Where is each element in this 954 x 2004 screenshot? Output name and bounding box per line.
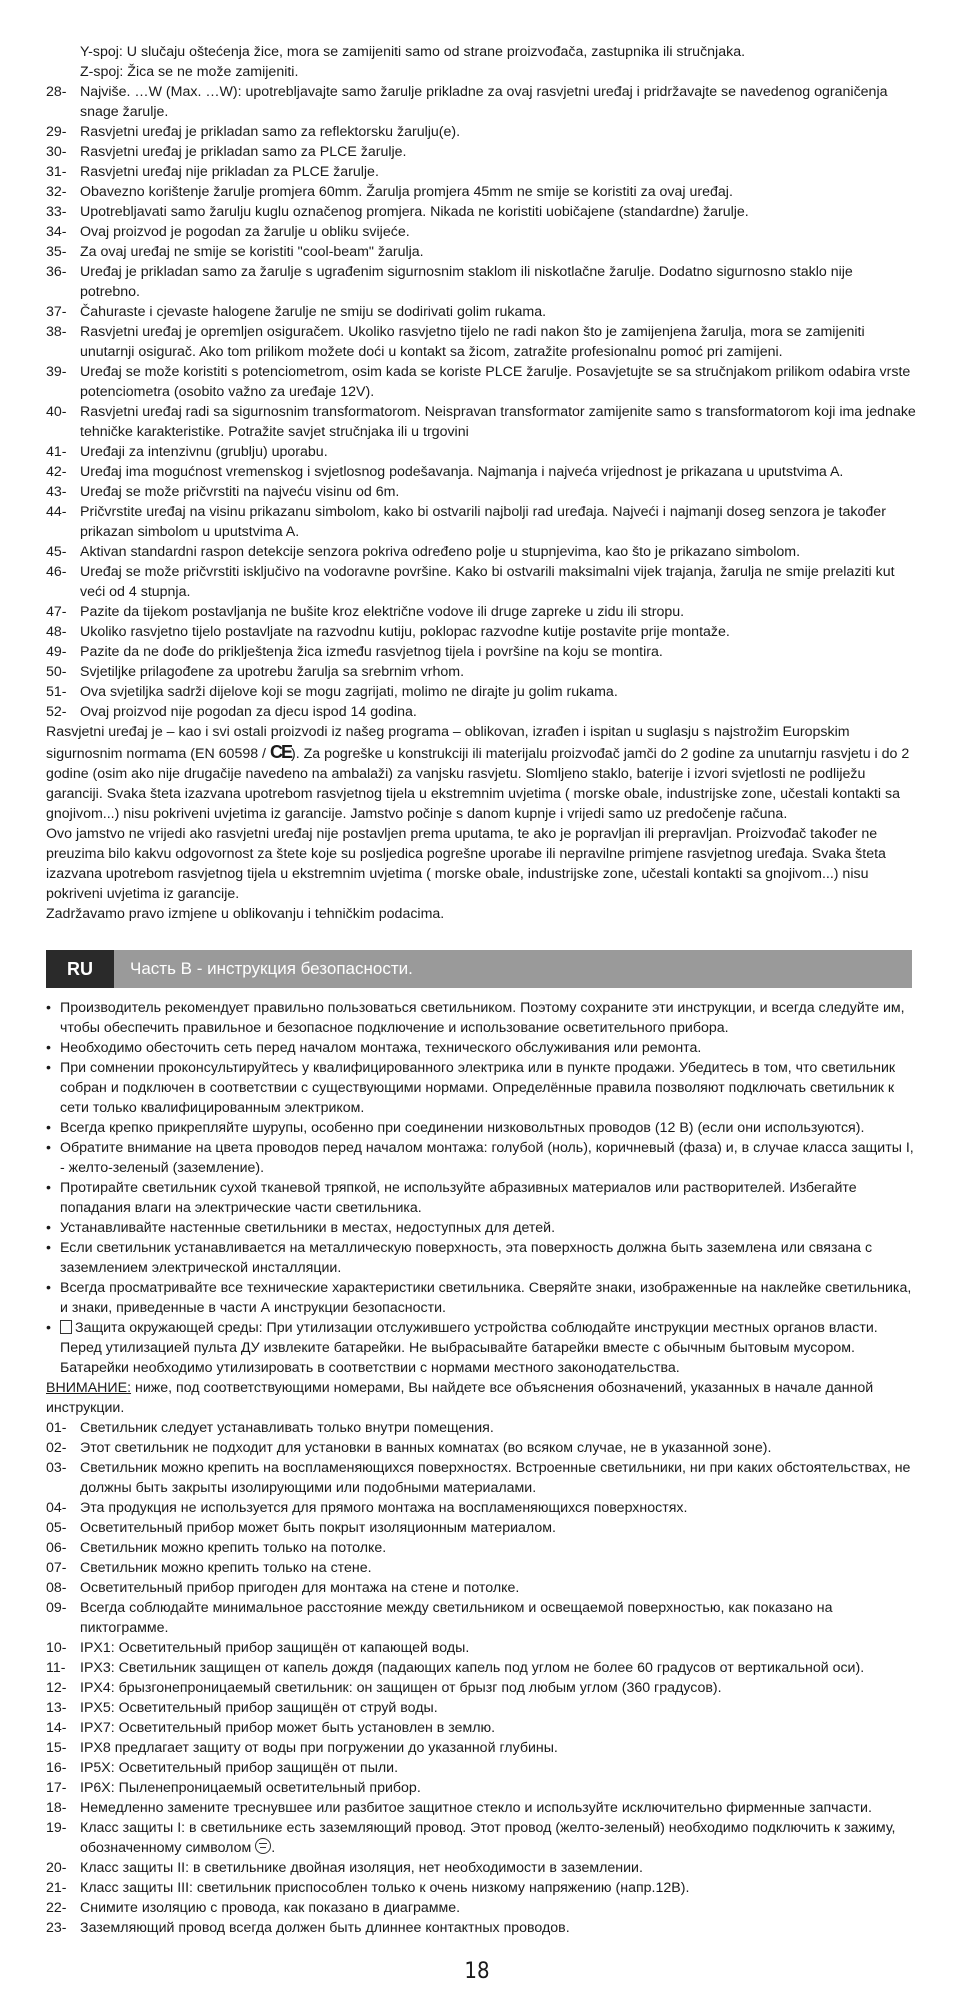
item-text: Ova svjetiljka sadrži dijelove koji se mogu zagrijati, molimo ne dirajte ju golim rukama. bbox=[80, 684, 618, 700]
list-item bbox=[46, 1778, 916, 1798]
item-number: 28- bbox=[46, 84, 67, 100]
item-text: IPX8 предлагает защиту от воды при погружении до указанной глубины. bbox=[80, 1740, 558, 1756]
list-item bbox=[46, 122, 916, 142]
item-number: 30- bbox=[46, 144, 67, 160]
item-number: 14- bbox=[46, 1720, 67, 1736]
attention-text: ниже, под соответствующими номерами, Вы найдете все объяснения обозначений, указанных в начале данной инструкции. bbox=[46, 1380, 874, 1416]
hr-warranty-paragraph bbox=[46, 722, 916, 824]
item-text: Класс защиты I: в светильнике есть заземляющий провод. Этот провод (желто-зеленый) необходимо подключить к зажиму, обозначенному символом bbox=[80, 1820, 896, 1856]
item-text: Rasvjetni uređaj je opremljen osiguračem. Ukoliko rasvjetno tijelo ne radi nakon što je zamijenjena žarulja, mora se zamijeniti unutarnji osigurač. Ako tom prilikom možete doći u kontakt sa žicom, zatražite profesionalnu pomoć pri zamijeni. bbox=[80, 324, 865, 360]
item-number: 46- bbox=[46, 564, 67, 580]
hr-intro-line: Y-spoj: U slučaju oštećenja žice, mora se zamijeniti samo od strane proizvođača, zastupnika ili stručnjaka. bbox=[80, 44, 746, 60]
list-item bbox=[46, 482, 916, 502]
attention-label: ВНИМАНИЕ: bbox=[46, 1380, 132, 1396]
list-item bbox=[46, 642, 916, 662]
item-text: IPX4: брызгонепроницаемый светильник: он защищен от брызг под любым углом (360 градусов). bbox=[80, 1680, 722, 1696]
list-item bbox=[46, 1498, 916, 1518]
item-number: 31- bbox=[46, 164, 67, 180]
item-text: Aktivan standardni raspon detekcije senzora pokriva određeno polje u stupnjevima, kao što je prikazano simbolom. bbox=[80, 544, 801, 560]
list-item bbox=[46, 1758, 916, 1778]
item-text: Осветительный прибор может быть покрыт изоляционным материалом. bbox=[80, 1520, 556, 1536]
ce-mark-icon: CE bbox=[269, 742, 291, 762]
item-number: 11- bbox=[46, 1660, 66, 1676]
item-text: Pazite da tijekom postavljanja ne bušite kroz električne vodove ili druge zapreke u zidu ili stropu. bbox=[80, 604, 685, 620]
bullet-text: Устанавливайте настенные светильники в местах, недоступных для детей. bbox=[60, 1220, 556, 1236]
item-text: Svjetiljke prilagođene za upotrebu žarulja sa srebrnim vrhom. bbox=[80, 664, 465, 680]
item-number: 39- bbox=[46, 364, 67, 380]
item-text: IPX7: Осветительный прибор может быть установлен в землю. bbox=[80, 1720, 496, 1736]
item-number: 41- bbox=[46, 444, 67, 460]
list-item bbox=[46, 602, 916, 622]
item-number: 01- bbox=[46, 1420, 67, 1436]
ground-symbol-icon bbox=[255, 1838, 271, 1854]
item-text: Rasvjetni uređaj je prikladan samo za PLCE žarulje. bbox=[80, 144, 407, 160]
hr-warranty-text: Rasvjetni uređaj je – kao i svi ostali proizvodi iz našeg programa – oblikovan, izrađen i ispitan u suglasju s najstrožim Europskim sigurnosnim normama (EN 60598 / bbox=[46, 724, 850, 762]
item-text: Uređaj je prikladan samo za žarulje s ugrađenim sigurnosnim staklom ili niskotlačne žarulje. Dodatno sigurnosno staklo nije potrebno. bbox=[80, 264, 853, 300]
ru-bullet-item bbox=[46, 1058, 916, 1118]
item-text: Rasvjetni uređaj je prikladan samo za reflektorsku žarulju(e). bbox=[80, 124, 461, 140]
list-item bbox=[46, 162, 916, 182]
item-number: 16- bbox=[46, 1760, 67, 1776]
item-text: Rasvjetni uređaj radi sa sigurnosnim transformatorom. Neispravan transformator zamijenite samo s transformatorom koji ima jednake tehničke karakteristike. Potražite savjet stručnjaka ili u trgovini bbox=[80, 404, 916, 440]
list-item bbox=[46, 362, 916, 402]
language-code-badge: RU bbox=[46, 950, 114, 988]
item-text-tail: . bbox=[271, 1840, 276, 1856]
ru-attention bbox=[46, 1378, 916, 1418]
item-text: IP6X: Пыленепроницаемый осветительный прибор. bbox=[80, 1780, 421, 1796]
list-item bbox=[46, 622, 916, 642]
bullet-text: При сомнении проконсультируйтесь у квалифицированного электрика или в пункте продажи. Убедитесь в том, что светильник собран и подключен в соответствии с существующими нормами. Определённые правила позволяют подключать светильник к сети только квалифицированным электриком. bbox=[60, 1060, 896, 1116]
item-number: 10- bbox=[46, 1640, 67, 1656]
item-number: 15- bbox=[46, 1740, 67, 1756]
item-text: Obavezno korištenje žarulje promjera 60mm. Žarulja promjera 45mm ne smije se koristiti za ovaj uređaj. bbox=[80, 184, 733, 200]
item-text: Uređaj se može pričvrstiti isključivo na vodoravne površine. Kako bi ostvarili maksimalni vijek trajanja, žarulja ne smije prelaziti kut veći od 4 stupnja. bbox=[80, 564, 895, 600]
ru-section-header bbox=[46, 950, 912, 988]
ru-section bbox=[46, 998, 916, 1938]
list-item bbox=[46, 1898, 916, 1918]
bullet-icon: • bbox=[46, 1280, 51, 1296]
crossed-bin-icon bbox=[60, 1320, 72, 1334]
ru-bullet-list bbox=[46, 998, 916, 1318]
item-number: 52- bbox=[46, 704, 67, 720]
item-text: Rasvjetni uređaj nije prikladan za PLCE žarulje. bbox=[80, 164, 379, 180]
bullet-icon: • bbox=[46, 1320, 51, 1336]
ru-numbered-list-end bbox=[46, 1858, 916, 1938]
item-text: IPX5: Осветительный прибор защищён от струй воды. bbox=[80, 1700, 438, 1716]
item-text: Pazite da ne dođe do priklještenja žica između rasvjetnog tijela i površine na koju se montira. bbox=[80, 644, 663, 660]
item-number: 35- bbox=[46, 244, 67, 260]
item-text: Светильник следует устанавливать только внутри помещения. bbox=[80, 1420, 494, 1436]
item-text: Uređaji za intenzivnu (grublju) uporabu. bbox=[80, 444, 328, 460]
ru-numbered-list bbox=[46, 1418, 916, 1818]
list-item bbox=[46, 662, 916, 682]
list-item bbox=[46, 182, 916, 202]
item-number: 18- bbox=[46, 1800, 67, 1816]
item-text: Осветительный прибор пригоден для монтажа на стене и потолке. bbox=[80, 1580, 520, 1596]
item-number: 17- bbox=[46, 1780, 67, 1796]
list-item bbox=[46, 562, 916, 602]
hr-numbered-list bbox=[46, 82, 916, 722]
bullet-icon: • bbox=[46, 1000, 51, 1016]
item-number: 21- bbox=[46, 1880, 67, 1896]
item-number: 38- bbox=[46, 324, 67, 340]
list-item bbox=[46, 1418, 916, 1438]
item-text: Uređaj se može pričvrstiti na najveću visinu od 6m. bbox=[80, 484, 400, 500]
item-number: 05- bbox=[46, 1520, 67, 1536]
item-number: 47- bbox=[46, 604, 67, 620]
item-number: 22- bbox=[46, 1900, 67, 1916]
list-item bbox=[46, 1818, 916, 1858]
page-number: 18 bbox=[464, 1959, 490, 1984]
item-text: Снимите изоляцию с провода, как показано в диаграмме. bbox=[80, 1900, 461, 1916]
item-number: 19- bbox=[46, 1820, 67, 1836]
bullet-text: Защита окружающей среды: При утилизации отслужившего устройства соблюдайте инструкции местных органов власти. Перед утилизацией пульта ДУ извлеките батарейки. Не выбрасывайте батарейки вместе с обычным бытовым мусором. Батарейки необходимо утилизировать в соответствии с нормами местного законодательства. bbox=[60, 1320, 878, 1376]
item-number: 34- bbox=[46, 224, 67, 240]
item-text: Uređaj se može koristiti s potenciometrom, osim kada se koriste PLCE žarulje. Posavjetujte se sa stručnjakom prilikom odabira vrste potenciometra (osobito važno za uređaje 12V). bbox=[80, 364, 911, 400]
list-item bbox=[46, 222, 916, 242]
ru-bullet-item bbox=[46, 1138, 916, 1178]
item-text: Класс защиты II: в светильнике двойная изоляция, нет необходимости в заземлении. bbox=[80, 1860, 643, 1876]
list-item bbox=[46, 1798, 916, 1818]
item-number: 51- bbox=[46, 684, 67, 700]
ru-bullet-item bbox=[46, 998, 916, 1038]
item-text: Всегда соблюдайте минимальное расстояние между светильником и освещаемой поверхностью, как показано на пиктограмме. bbox=[80, 1600, 833, 1636]
section-title: Часть В - инструкция безопасности. bbox=[130, 959, 413, 978]
list-item bbox=[46, 1518, 916, 1538]
list-item bbox=[46, 1918, 916, 1938]
item-number: 06- bbox=[46, 1540, 67, 1556]
list-item bbox=[46, 82, 916, 122]
item-text: IP5X: Осветительный прибор защищён от пыли. bbox=[80, 1760, 399, 1776]
hr-warranty-conditions: Ovo jamstvo ne vrijedi ako rasvjetni uređaj nije postavljen prema uputama, te ako je popravljan ili prepravljan. Proizvođač također ne preuzima bilo kakvu odgovornost za štete koje su posljedica pogrešne uporabe ili nepravilne primjene rasvjetnog uređaja. Svaka šteta izazvana upotrebom rasvjetnog tijela u ekstremnim uvjetima ( morske obale, industrijske zone, učestali kontakti sa gnojivom...) nisu pokriveni uvjetima iz garancije. bbox=[46, 826, 886, 902]
list-item bbox=[46, 1698, 916, 1718]
item-text: Светильник можно крепить только на стене. bbox=[80, 1560, 372, 1576]
list-item bbox=[46, 1718, 916, 1738]
list-item bbox=[46, 702, 916, 722]
list-item bbox=[46, 542, 916, 562]
list-item bbox=[46, 1678, 916, 1698]
list-item bbox=[46, 1598, 916, 1638]
bullet-icon: • bbox=[46, 1120, 51, 1136]
item-number: 04- bbox=[46, 1500, 67, 1516]
bullet-text: Если светильник устанавливается на металлическую поверхность, эта поверхность должна быть заземлена или связана с заземлением электрической инсталляции. bbox=[60, 1240, 873, 1276]
item-number: 48- bbox=[46, 624, 67, 640]
item-number: 29- bbox=[46, 124, 67, 140]
list-item bbox=[46, 442, 916, 462]
list-item bbox=[46, 502, 916, 542]
list-item bbox=[46, 1538, 916, 1558]
hr-warranty-text: ). Za pogreške u konstrukciji ili materijalu proizvođač jamči do 2 godine za unutarnju rasvjetu i do 2 godine (osim ako nije drugačije navedeno na ambalaži) za vanjsku rasvjetu. Slomljeno staklo, baterije i izvori svjetlosti ne podliježu garanciji. Svaka šteta izazvana upotrebom rasvjetnog tijela u ekstremnim uvjetima ( morske obale, industrijske zone, učestali kontakti sa gnojivom...) nisu pokriveni uvjetima iz garancije. Jamstvo počinje s danom kupnje i vrijedi samo uz predočenje računa. bbox=[46, 746, 910, 822]
list-item bbox=[46, 1638, 916, 1658]
item-number: 09- bbox=[46, 1600, 67, 1616]
item-number: 36- bbox=[46, 264, 67, 280]
list-item bbox=[46, 1658, 916, 1678]
ru-bullet-item bbox=[46, 1238, 916, 1278]
item-text: Najviše. …W (Max. …W): upotrebljavajte samo žarulje prikladne za ovaj rasvjetni uređaj i pridržavajte se navedenog ograničenja snage žarulje. bbox=[80, 84, 888, 120]
item-number: 40- bbox=[46, 404, 67, 420]
ru-bullet-item bbox=[46, 1218, 916, 1238]
item-text: Uređaj ima mogućnost vremenskog i svjetlosnog podešavanja. Najmanja i najveća vrijednost je prikazana u uputstvima A. bbox=[80, 464, 844, 480]
list-item bbox=[46, 462, 916, 482]
ru-bullet-item bbox=[46, 1178, 916, 1218]
item-text: Čahuraste i cjevaste halogene žarulje ne smiju se dodirivati golim rukama. bbox=[80, 304, 547, 320]
item-number: 49- bbox=[46, 644, 67, 660]
item-text: Ovaj proizvod nije pogodan za djecu ispod 14 godina. bbox=[80, 704, 417, 720]
item-number: 32- bbox=[46, 184, 67, 200]
bullet-text: Всегда крепко прикрепляйте шурупы, особенно при соединении низковольтных проводов (12 В) (если они используются). bbox=[60, 1120, 865, 1136]
item-text: IPX3: Светильник защищен от капель дождя (падающих капель под углом не более 60 градусов от вертикальной оси). bbox=[80, 1660, 865, 1676]
item-text: Класс защиты III: светильник приспособлен только к очень низкому напряжению (напр.12В). bbox=[80, 1880, 690, 1896]
item-number: 13- bbox=[46, 1700, 67, 1716]
list-item bbox=[46, 1558, 916, 1578]
ru-bullet-item bbox=[46, 1038, 916, 1058]
item-number: 08- bbox=[46, 1580, 67, 1596]
item-text: Светильник можно крепить на воспламеняющихся поверхностях. Встроенные светильники, ни при каких обстоятельствах, не должны быть закрыты изолирующими или подобными материалами. bbox=[80, 1460, 911, 1496]
list-item bbox=[46, 1858, 916, 1878]
item-number: 03- bbox=[46, 1460, 67, 1476]
hr-continuation bbox=[46, 42, 916, 924]
item-text: Upotrebljavati samo žarulju kuglu označenog promjera. Nikada ne koristiti uobičajene (standardne) žarulje. bbox=[80, 204, 749, 220]
bullet-icon: • bbox=[46, 1140, 51, 1156]
item-text: Светильник можно крепить только на потолке. bbox=[80, 1540, 387, 1556]
item-text: Заземляющий провод всегда должен быть длиннее контактных проводов. bbox=[80, 1920, 570, 1936]
bullet-icon: • bbox=[46, 1220, 51, 1236]
item-number: 33- bbox=[46, 204, 67, 220]
list-item bbox=[46, 242, 916, 262]
item-number: 37- bbox=[46, 304, 67, 320]
item-number: 43- bbox=[46, 484, 67, 500]
bullet-text: Всегда просматривайте все технические характеристики светильника. Сверяйте знаки, изображенные на наклейке светильника, и знаки, приведенные в части А инструкции безопасности. bbox=[60, 1280, 912, 1316]
item-text: Этот светильник не подходит для установки в ванных комнатах (во всяком случае, не в указанной зоне). bbox=[80, 1440, 772, 1456]
item-text: Немедленно замените треснувшее или разбитое защитное стекло и используйте исключительно фирменные запчасти. bbox=[80, 1800, 872, 1816]
list-item bbox=[46, 1878, 916, 1898]
item-text: IPX1: Осветительный прибор защищён от капающей воды. bbox=[80, 1640, 470, 1656]
hr-reserve-note: Zadržavamo pravo izmjene u oblikovanju i tehničkim podacima. bbox=[46, 906, 445, 922]
bullet-text: Необходимо обесточить сеть перед началом монтажа, технического обслуживания или ремонта. bbox=[60, 1040, 702, 1056]
list-item bbox=[46, 1458, 916, 1498]
item-number: 45- bbox=[46, 544, 67, 560]
item-text: Pričvrstite uređaj na visinu prikazanu simbolom, kako bi ostvarili najbolji rad uređaja. Najveći i najmanji doseg senzora je također prikazan simbolom u uputstvima A. bbox=[80, 504, 886, 540]
item-text: Ukoliko rasvjetno tijelo postavljate na razvodnu kutiju, poklopac razvodne kutije postavite prije montaže. bbox=[80, 624, 730, 640]
ru-bullet-environment bbox=[46, 1318, 916, 1378]
list-item bbox=[46, 302, 916, 322]
item-number: 44- bbox=[46, 504, 67, 520]
hr-intro-line: Z-spoj: Žica se ne može zamijeniti. bbox=[80, 64, 299, 80]
bullet-icon: • bbox=[46, 1240, 51, 1256]
bullet-icon: • bbox=[46, 1040, 51, 1056]
ru-bullet-item bbox=[46, 1118, 916, 1138]
bullet-icon: • bbox=[46, 1060, 51, 1076]
bullet-text: Обратите внимание на цвета проводов перед началом монтажа: голубой (ноль), коричневый (фаза) и, в случае класса защиты I, - желто-зеленый (заземление). bbox=[60, 1140, 914, 1176]
item-number: 02- bbox=[46, 1440, 67, 1456]
item-text: Эта продукция не используется для прямого монтажа на воспламеняющихся поверхностях. bbox=[80, 1500, 688, 1516]
list-item bbox=[46, 262, 916, 302]
list-item bbox=[46, 1578, 916, 1598]
item-number: 23- bbox=[46, 1920, 67, 1936]
item-text: Za ovaj uređaj ne smije se koristiti "cool-beam" žarulja. bbox=[80, 244, 424, 260]
item-number: 50- bbox=[46, 664, 67, 680]
bullet-text: Протирайте светильник сухой тканевой тряпкой, не используйте абразивных материалов или растворителей. Избегайте попадания влаги на электрические части светильника. bbox=[60, 1180, 857, 1216]
list-item bbox=[46, 142, 916, 162]
list-item bbox=[46, 1438, 916, 1458]
list-item bbox=[46, 202, 916, 222]
item-number: 42- bbox=[46, 464, 67, 480]
list-item bbox=[46, 1738, 916, 1758]
list-item bbox=[46, 402, 916, 442]
item-text: Ovaj proizvod je pogodan za žarulje u obliku svijeće. bbox=[80, 224, 410, 240]
ru-bullet-item bbox=[46, 1278, 916, 1318]
list-item bbox=[46, 322, 916, 362]
bullet-icon: • bbox=[46, 1180, 51, 1196]
item-number: 12- bbox=[46, 1680, 67, 1696]
item-number: 07- bbox=[46, 1560, 67, 1576]
item-number: 20- bbox=[46, 1860, 67, 1876]
bullet-text: Производитель рекомендует правильно пользоваться светильником. Поэтому сохраните эти инструкции, и всегда следуйте им, чтобы обеспечить правильное и безопасное подключение и использование осветительного прибора. bbox=[60, 1000, 905, 1036]
list-item bbox=[46, 682, 916, 702]
